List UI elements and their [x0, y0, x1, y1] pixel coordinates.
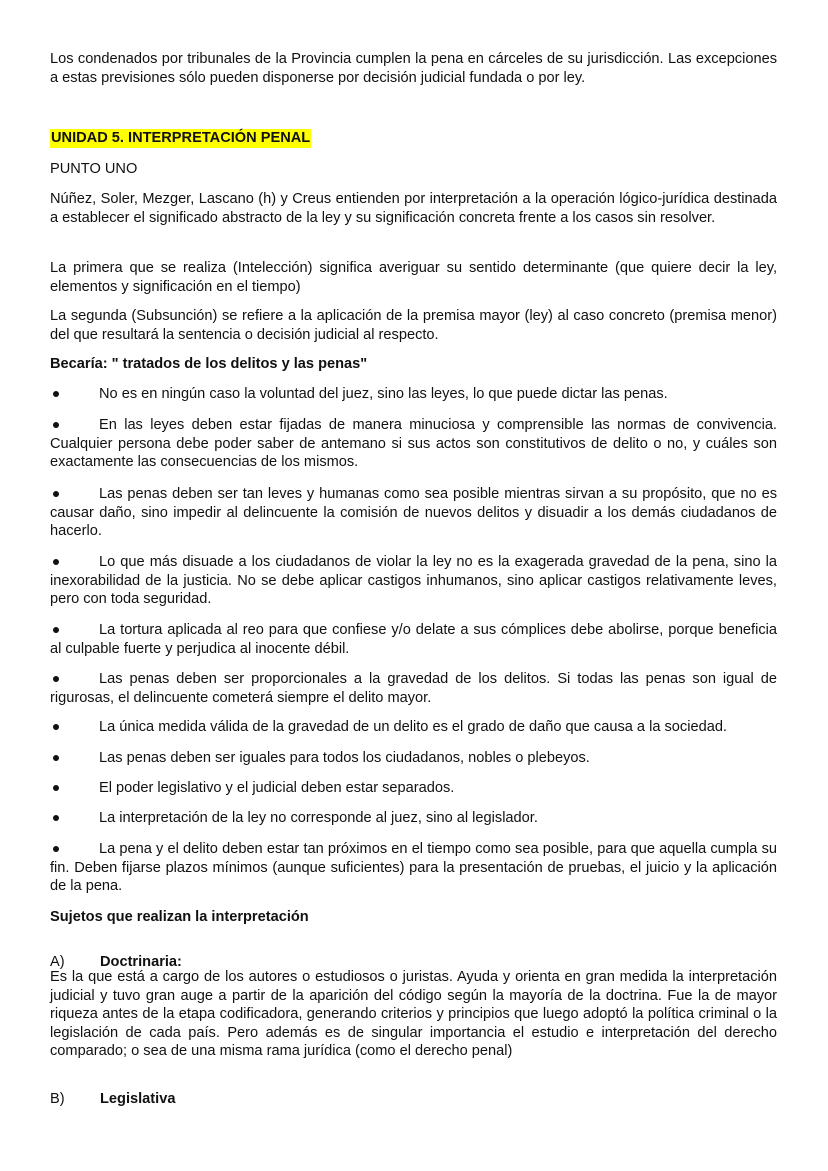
beccaria-heading: Becaría: " tratados de los delitos y las penas" — [50, 356, 368, 372]
bullet-item: La pena y el delito deben estar tan próximos en el tiempo como sea posible, para que aquella cumpla su fin. Deben fijarse plazos mínimos (aunque suficientes) para la presentación de pruebas, el juicio y la aplicación de la pena. — [50, 841, 777, 895]
bullet-item: Lo que más disuade a los ciudadanos de violar la ley no es la exagerada gravedad de la pena, sino la inexorabilidad de la justicia. No se debe aplicar castigos inhumanos, sino aplicar castigos relativamente leves, pero con toda seguridad. — [50, 554, 777, 608]
intro-paragraph: Los condenados por tribunales de la Provincia cumplen la pena en cárceles de su jurisdicción. Las excepciones a estas previsiones sólo pueden disponerse por decisión judicial fundada o por ley. — [50, 51, 777, 86]
item-a-heading: A) Doctrinaria: — [50, 953, 182, 970]
bullet-icon — [53, 846, 59, 852]
paragraph-3: La segunda (Subsunción) se refiere a la aplicación de la premisa mayor (ley) al caso concreto (premisa menor) del que resultará la sentencia o decisión judicial al respecto. — [50, 308, 777, 343]
bullet-item: Las penas deben ser iguales para todos los ciudadanos, nobles o plebeyos. — [50, 749, 777, 768]
bullet-item: La tortura aplicada al reo para que confiese y/o delate a sus cómplices debe abolirse, porque beneficia al culpable fuerte y perjudica al inocente débil. — [50, 622, 777, 657]
bullet-icon — [53, 422, 59, 428]
punto-label: PUNTO UNO — [50, 161, 138, 177]
bullet-icon — [53, 627, 59, 633]
bullet-icon — [53, 724, 59, 730]
unit-heading: UNIDAD 5. INTERPRETACIÓN PENAL — [51, 130, 311, 146]
bullet-icon — [53, 559, 59, 565]
bullet-icon — [53, 755, 59, 761]
item-b-heading: B) Legislativa — [50, 1090, 176, 1107]
bullet-item: El poder legislativo y el judicial deben estar separados. — [50, 779, 777, 798]
bullet-item: La única medida válida de la gravedad de un delito es el grado de daño que causa a la sociedad. — [50, 718, 777, 737]
bullet-item: Las penas deben ser proporcionales a la gravedad de los delitos. Si todas las penas son igual de rigurosas, el delincuente cometerá siempre el delito mayor. — [50, 671, 777, 706]
paragraph-doctrinaria: Es la que está a cargo de los autores o estudiosos o juristas. Ayuda y orienta en gran medida la interpretación judicial y tuvo gran auge a partir de la aparición del código según la mayoría de la doctrina. Fue la de mayor riqueza antes de la etapa codificadora, generando criterios y principios que luego adoptó la política criminal o la legislación de cada país. Pero además es de singular importancia el estudio e interpretación del derecho comparado; o sea de una misma rama jurídica (como el derecho penal) — [50, 969, 777, 1060]
bullet-icon — [53, 391, 59, 397]
subjects-heading: Sujetos que realizan la interpretación — [50, 909, 309, 925]
bullet-icon — [53, 676, 59, 682]
bullet-item: En las leyes deben estar fijadas de manera minuciosa y comprensible las normas de convivencia. Cualquier persona debe poder saber de antemano si sus actos son constitutivos de delito o no, y cuáles son exactamente las consecuencias de los mismos. — [50, 417, 777, 471]
paragraph-2: La primera que se realiza (Intelección) significa averiguar su sentido determinante (que quiere decir la ley, elementos y significación en el tiempo) — [50, 260, 777, 295]
bullet-item: La interpretación de la ley no corresponde al juez, sino al legislador. — [50, 809, 777, 828]
bullet-item: Las penas deben ser tan leves y humanas como sea posible mientras sirvan a su propósito, que no es causar daño, sino impedir al delincuente la comisión de nuevos delitos y disuadir a los demás ciudadanos de hacerlo. — [50, 486, 777, 540]
bullet-icon — [53, 785, 59, 791]
paragraph-1: Núñez, Soler, Mezger, Lascano (h) y Creus entienden por interpretación a la operación lógico-jurídica destinada a establecer el significado abstracto de la ley y su significación concreta frente a los casos sin resolver. — [50, 191, 777, 226]
bullet-icon — [53, 491, 59, 497]
unit-heading-line — [50, 129, 777, 148]
bullet-icon — [53, 815, 59, 821]
bullet-item: No es en ningún caso la voluntad del juez, sino las leyes, lo que puede dictar las penas. — [50, 385, 777, 404]
